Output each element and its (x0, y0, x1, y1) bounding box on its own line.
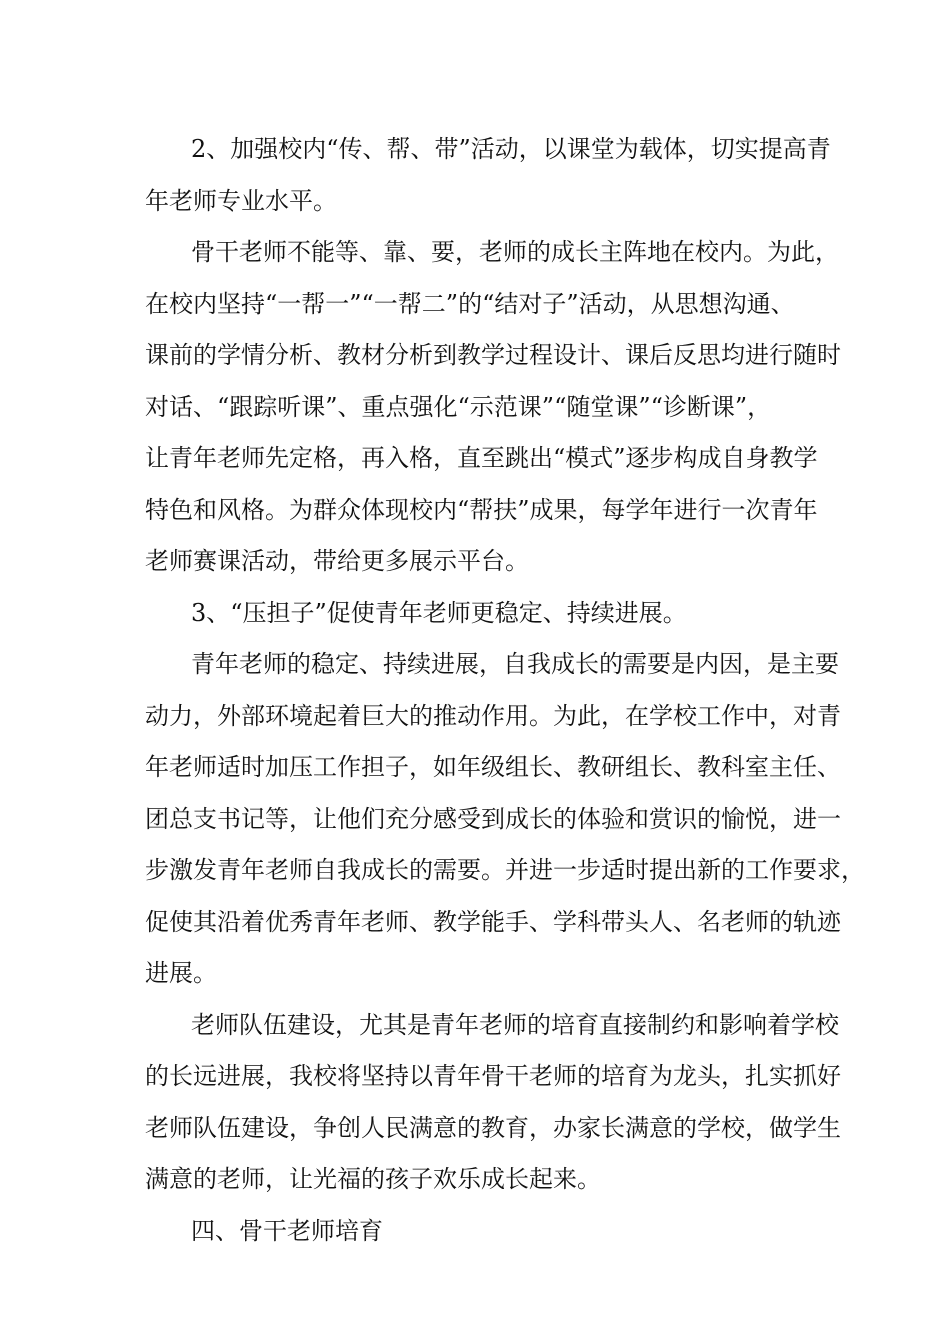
text-line: 步激发青年老师自我成长的需要。并进一步适时提出新的工作要求， (145, 856, 865, 884)
text-line: 的长远进展，我校将坚持以青年骨干老师的培育为龙头，扎实抓好 (145, 1062, 841, 1090)
section-heading (145, 1206, 815, 1258)
paragraph-2 (145, 227, 841, 588)
text-line: 2、加强校内“传、帮、带”活动，以课堂为载体，切实提高青 (191, 135, 831, 163)
paragraph-5 (145, 1000, 841, 1206)
text-line: 老师队伍建设，争创人民满意的教育，办家长满意的学校，做学生 (145, 1113, 841, 1142)
text-line: 年老师专业水平。 (145, 186, 337, 215)
text-line: 特色和风格。为群众体现校内“帮扶”成果，每学年进行一次青年 (145, 495, 818, 524)
text-line: 满意的老师，让光福的孩子欢乐成长起来。 (145, 1165, 601, 1193)
document-body (145, 124, 865, 1257)
text-line: 对话、“跟踪听课”、重点强化“示范课”“随堂课”“诊断课”， (145, 392, 772, 421)
text-line: 四、骨干老师培育 (191, 1216, 383, 1245)
text-line: 促使其沿着优秀青年老师、教学能手、学科带头人、名老师的轨迹 (145, 907, 841, 936)
text-line: 3、“压担子”促使青年老师更稳定、持续进展。 (191, 598, 687, 627)
paragraph-3 (145, 588, 815, 640)
text-line: 骨干老师不能等、靠、要，老师的成长主阵地在校内。为此， (191, 238, 839, 266)
text-line: 老师队伍建设，尤其是青年老师的培育直接制约和影响着学校 (191, 1010, 839, 1039)
text-line: 老师赛课活动，带给更多展示平台。 (145, 547, 529, 575)
paragraph-1 (145, 124, 831, 227)
text-line: 让青年老师先定格，再入格，直至跳出“模式”逐步构成自身教学 (145, 444, 818, 472)
text-line: 年老师适时加压工作担子，如年级组长、教研组长、教科室主任、 (145, 753, 841, 781)
text-line: 团总支书记等，让他们充分感受到成长的体验和赏识的愉悦，进一 (145, 804, 841, 833)
paragraph-4 (145, 639, 865, 1000)
text-line: 在校内坚持“一帮一”“一帮二”的“结对子”活动，从思想沟通、 (145, 289, 795, 318)
text-line: 动力，外部环境起着巨大的推动作用。为此，在学校工作中，对青 (145, 701, 841, 730)
text-line: 进展。 (145, 959, 217, 987)
text-line: 课前的学情分析、教材分析到教学过程设计、课后反思均进行随时 (145, 341, 841, 369)
text-line: 青年老师的稳定、持续进展，自我成长的需要是内因，是主要 (191, 650, 839, 678)
